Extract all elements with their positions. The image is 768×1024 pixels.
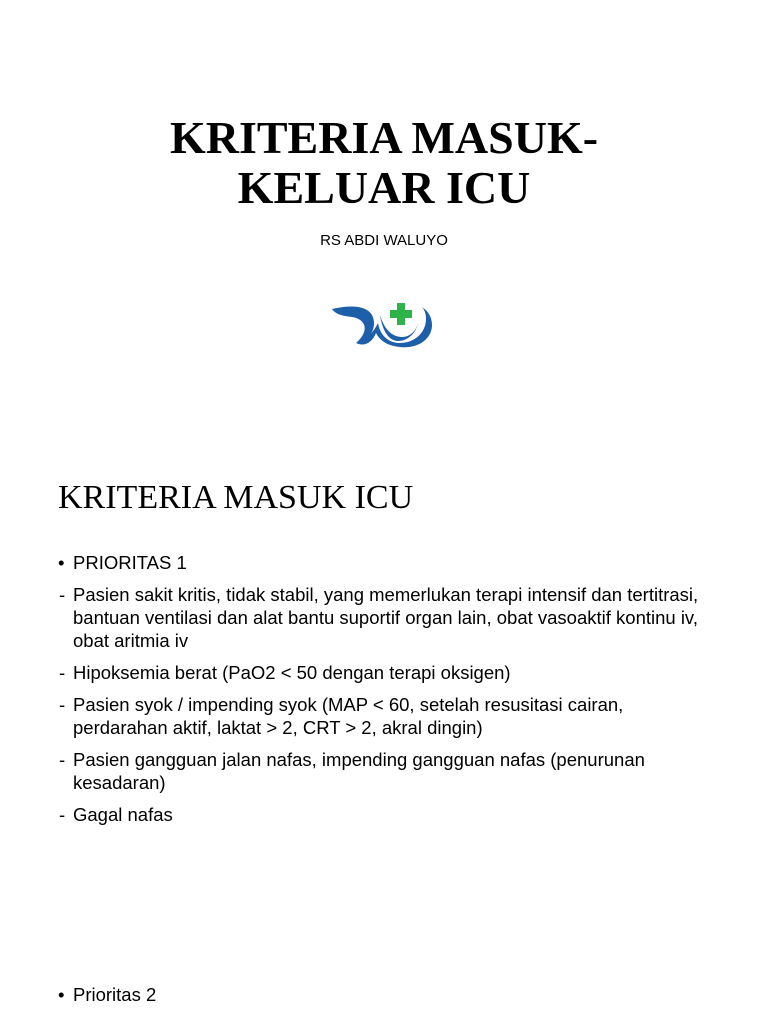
list-item: • Prioritas 2 <box>58 983 718 1006</box>
slide-title <box>0 113 768 213</box>
hospital-logo-icon <box>322 285 446 395</box>
title-line-1: KRITERIA MASUK- <box>169 112 599 163</box>
list-item: - Pasien sakit kritis, tidak stabil, yang memerlukan terapi intensif dan tertitrasi, bantuan ventilasi dan alat bantu suportif organ lain, obat vasoaktif kontinu iv, obat aritmia iv <box>58 583 718 652</box>
content-slide <box>0 420 768 1024</box>
section-heading: KRITERIA MASUK ICU <box>58 479 414 516</box>
list-item: - Gagal nafas <box>58 803 718 826</box>
list-item: • PRIORITAS 1 <box>58 551 718 574</box>
cut-off-text <box>73 1020 673 1024</box>
list-item: - Hipoksemia berat (PaO2 < 50 dengan terapi oksigen) <box>58 661 718 684</box>
criteria-list <box>58 551 718 835</box>
list-item: - Pasien gangguan jalan nafas, impending gangguan nafas (penurunan kesadaran) <box>58 748 718 794</box>
title-line-2: KELUAR ICU <box>237 162 531 213</box>
title-slide <box>0 0 768 420</box>
criteria-list-continued <box>58 983 718 1006</box>
slide-subtitle: RS ABDI WALUYO <box>320 232 448 249</box>
list-item: - Pasien syok / impending syok (MAP < 60, setelah resusitasi cairan, perdarahan aktif, laktat > 2, CRT > 2, akral dingin) <box>58 693 718 739</box>
